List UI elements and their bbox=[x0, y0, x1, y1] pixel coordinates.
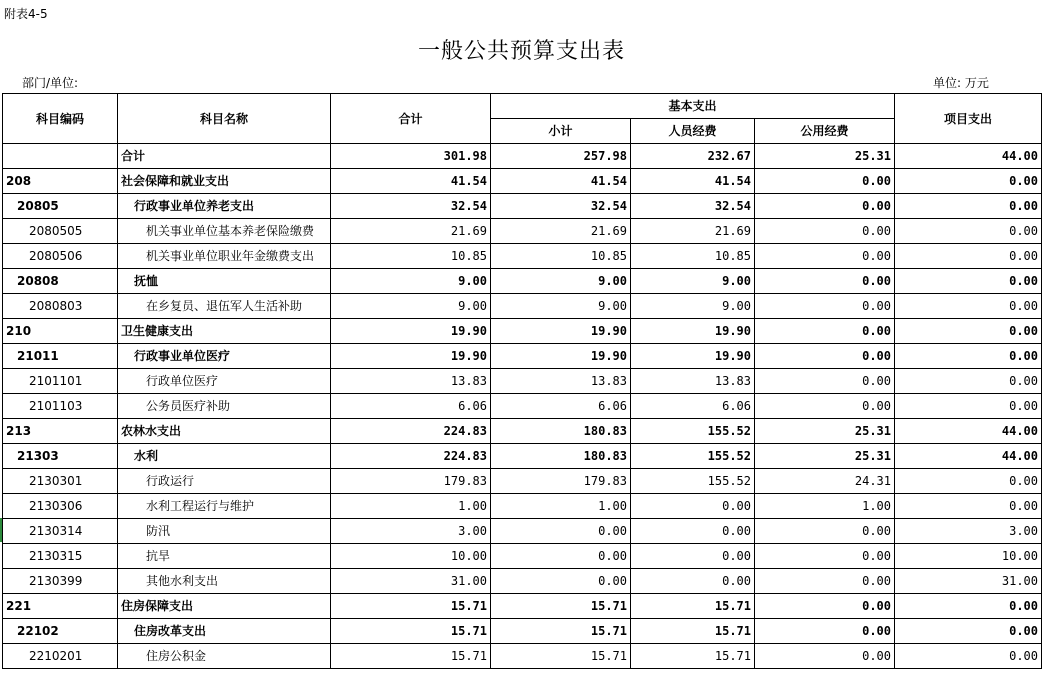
cell-subtotal: 180.83 bbox=[491, 444, 631, 469]
cell-personnel: 15.71 bbox=[631, 594, 755, 619]
cell-subtotal: 0.00 bbox=[491, 544, 631, 569]
header-code: 科目编码 bbox=[3, 94, 118, 144]
header-basic: 基本支出 bbox=[491, 94, 895, 119]
table-row bbox=[3, 419, 1042, 444]
cell-project: 0.00 bbox=[895, 369, 1042, 394]
cell-project: 0.00 bbox=[895, 169, 1042, 194]
cell-personnel: 0.00 bbox=[631, 494, 755, 519]
cell-personnel: 155.52 bbox=[631, 444, 755, 469]
table-row bbox=[3, 244, 1042, 269]
cell-personnel: 15.71 bbox=[631, 619, 755, 644]
cell-project: 0.00 bbox=[895, 319, 1042, 344]
cell-public: 24.31 bbox=[755, 469, 895, 494]
cell-subtotal: 257.98 bbox=[491, 144, 631, 169]
cell-personnel: 155.52 bbox=[631, 419, 755, 444]
cell-name: 行政事业单位养老支出 bbox=[118, 194, 331, 219]
cell-personnel: 15.71 bbox=[631, 644, 755, 669]
cell-name: 水利工程运行与维护 bbox=[118, 494, 331, 519]
cell-code: 2101103 bbox=[3, 394, 118, 419]
cell-name: 机关事业单位基本养老保险缴费 bbox=[118, 219, 331, 244]
cell-public: 0.00 bbox=[755, 544, 895, 569]
cell-name: 在乡复员、退伍军人生活补助 bbox=[118, 294, 331, 319]
cell-subtotal: 6.06 bbox=[491, 394, 631, 419]
cell-project: 0.00 bbox=[895, 344, 1042, 369]
cell-personnel: 9.00 bbox=[631, 294, 755, 319]
cell-total: 1.00 bbox=[331, 494, 491, 519]
cell-project: 0.00 bbox=[895, 244, 1042, 269]
budget-table bbox=[2, 93, 1042, 669]
cell-subtotal: 13.83 bbox=[491, 369, 631, 394]
cell-name: 水利 bbox=[118, 444, 331, 469]
cell-name: 其他水利支出 bbox=[118, 569, 331, 594]
dept-label: 部门/单位: bbox=[22, 76, 79, 90]
cell-project: 0.00 bbox=[895, 469, 1042, 494]
row-marker bbox=[0, 518, 2, 542]
cell-total: 9.00 bbox=[331, 294, 491, 319]
table-row bbox=[3, 594, 1042, 619]
cell-public: 25.31 bbox=[755, 444, 895, 469]
cell-project: 0.00 bbox=[895, 594, 1042, 619]
cell-personnel: 0.00 bbox=[631, 544, 755, 569]
cell-code: 208 bbox=[3, 169, 118, 194]
cell-subtotal: 21.69 bbox=[491, 219, 631, 244]
cell-name: 行政单位医疗 bbox=[118, 369, 331, 394]
cell-subtotal: 19.90 bbox=[491, 344, 631, 369]
cell-name: 农林水支出 bbox=[118, 419, 331, 444]
cell-total: 32.54 bbox=[331, 194, 491, 219]
cell-total: 41.54 bbox=[331, 169, 491, 194]
table-row bbox=[3, 319, 1042, 344]
table-row bbox=[3, 344, 1042, 369]
cell-public: 0.00 bbox=[755, 619, 895, 644]
cell-name: 公务员医疗补助 bbox=[118, 394, 331, 419]
table-row bbox=[3, 494, 1042, 519]
cell-personnel: 19.90 bbox=[631, 319, 755, 344]
cell-total: 13.83 bbox=[331, 369, 491, 394]
table-row bbox=[3, 619, 1042, 644]
cell-name: 合计 bbox=[118, 144, 331, 169]
table-row bbox=[3, 269, 1042, 294]
cell-total: 9.00 bbox=[331, 269, 491, 294]
table-row bbox=[3, 444, 1042, 469]
table-row bbox=[3, 394, 1042, 419]
cell-subtotal: 9.00 bbox=[491, 269, 631, 294]
cell-subtotal: 15.71 bbox=[491, 594, 631, 619]
cell-code: 21011 bbox=[3, 344, 118, 369]
cell-code bbox=[3, 144, 118, 169]
table-row bbox=[3, 369, 1042, 394]
cell-subtotal: 180.83 bbox=[491, 419, 631, 444]
cell-code: 221 bbox=[3, 594, 118, 619]
cell-code: 2080505 bbox=[3, 219, 118, 244]
cell-project: 3.00 bbox=[895, 519, 1042, 544]
cell-public: 0.00 bbox=[755, 644, 895, 669]
cell-public: 0.00 bbox=[755, 394, 895, 419]
cell-public: 0.00 bbox=[755, 219, 895, 244]
cell-project: 0.00 bbox=[895, 494, 1042, 519]
cell-code: 22102 bbox=[3, 619, 118, 644]
cell-project: 31.00 bbox=[895, 569, 1042, 594]
cell-personnel: 10.85 bbox=[631, 244, 755, 269]
table-row bbox=[3, 169, 1042, 194]
cell-personnel: 0.00 bbox=[631, 519, 755, 544]
cell-total: 224.83 bbox=[331, 419, 491, 444]
cell-name: 住房公积金 bbox=[118, 644, 331, 669]
cell-project: 0.00 bbox=[895, 269, 1042, 294]
cell-project: 10.00 bbox=[895, 544, 1042, 569]
cell-personnel: 9.00 bbox=[631, 269, 755, 294]
cell-name: 机关事业单位职业年金缴费支出 bbox=[118, 244, 331, 269]
cell-code: 2130315 bbox=[3, 544, 118, 569]
cell-code: 2130301 bbox=[3, 469, 118, 494]
cell-name: 抚恤 bbox=[118, 269, 331, 294]
cell-subtotal: 32.54 bbox=[491, 194, 631, 219]
cell-personnel: 6.06 bbox=[631, 394, 755, 419]
cell-public: 0.00 bbox=[755, 519, 895, 544]
cell-public: 0.00 bbox=[755, 319, 895, 344]
table-row bbox=[3, 219, 1042, 244]
cell-public: 0.00 bbox=[755, 244, 895, 269]
cell-project: 0.00 bbox=[895, 219, 1042, 244]
cell-code: 213 bbox=[3, 419, 118, 444]
cell-name: 防汛 bbox=[118, 519, 331, 544]
cell-public: 1.00 bbox=[755, 494, 895, 519]
cell-total: 19.90 bbox=[331, 319, 491, 344]
cell-subtotal: 9.00 bbox=[491, 294, 631, 319]
cell-code: 2101101 bbox=[3, 369, 118, 394]
cell-total: 6.06 bbox=[331, 394, 491, 419]
cell-name: 社会保障和就业支出 bbox=[118, 169, 331, 194]
cell-project: 44.00 bbox=[895, 144, 1042, 169]
cell-code: 2130399 bbox=[3, 569, 118, 594]
cell-project: 0.00 bbox=[895, 644, 1042, 669]
cell-personnel: 0.00 bbox=[631, 569, 755, 594]
cell-total: 31.00 bbox=[331, 569, 491, 594]
cell-code: 2210201 bbox=[3, 644, 118, 669]
cell-total: 21.69 bbox=[331, 219, 491, 244]
cell-total: 10.85 bbox=[331, 244, 491, 269]
cell-personnel: 13.83 bbox=[631, 369, 755, 394]
cell-total: 15.71 bbox=[331, 644, 491, 669]
cell-subtotal: 19.90 bbox=[491, 319, 631, 344]
cell-subtotal: 41.54 bbox=[491, 169, 631, 194]
table-row bbox=[3, 294, 1042, 319]
cell-public: 0.00 bbox=[755, 594, 895, 619]
table-row bbox=[3, 644, 1042, 669]
cell-personnel: 232.67 bbox=[631, 144, 755, 169]
cell-subtotal: 10.85 bbox=[491, 244, 631, 269]
table-body bbox=[3, 144, 1042, 669]
cell-project: 44.00 bbox=[895, 419, 1042, 444]
table-row bbox=[3, 469, 1042, 494]
cell-public: 25.31 bbox=[755, 144, 895, 169]
cell-public: 0.00 bbox=[755, 369, 895, 394]
cell-code: 21303 bbox=[3, 444, 118, 469]
cell-public: 0.00 bbox=[755, 194, 895, 219]
cell-subtotal: 1.00 bbox=[491, 494, 631, 519]
header-project: 项目支出 bbox=[895, 94, 1042, 144]
cell-code: 20805 bbox=[3, 194, 118, 219]
cell-project: 0.00 bbox=[895, 194, 1042, 219]
cell-code: 2080506 bbox=[3, 244, 118, 269]
table-row bbox=[3, 194, 1042, 219]
cell-name: 住房改革支出 bbox=[118, 619, 331, 644]
table-row bbox=[3, 519, 1042, 544]
cell-public: 25.31 bbox=[755, 419, 895, 444]
cell-total: 10.00 bbox=[331, 544, 491, 569]
cell-subtotal: 0.00 bbox=[491, 569, 631, 594]
cell-code: 210 bbox=[3, 319, 118, 344]
cell-total: 224.83 bbox=[331, 444, 491, 469]
cell-personnel: 19.90 bbox=[631, 344, 755, 369]
cell-code: 20808 bbox=[3, 269, 118, 294]
cell-public: 0.00 bbox=[755, 569, 895, 594]
cell-subtotal: 179.83 bbox=[491, 469, 631, 494]
cell-public: 0.00 bbox=[755, 169, 895, 194]
header-public: 公用经费 bbox=[755, 119, 895, 144]
cell-subtotal: 0.00 bbox=[491, 519, 631, 544]
header-personnel: 人员经费 bbox=[631, 119, 755, 144]
page-title: 一般公共预算支出表 bbox=[417, 39, 625, 64]
cell-name: 行政运行 bbox=[118, 469, 331, 494]
cell-total: 15.71 bbox=[331, 619, 491, 644]
cell-total: 301.98 bbox=[331, 144, 491, 169]
cell-personnel: 21.69 bbox=[631, 219, 755, 244]
cell-project: 0.00 bbox=[895, 619, 1042, 644]
cell-code: 2080803 bbox=[3, 294, 118, 319]
table-row bbox=[3, 569, 1042, 594]
cell-project: 0.00 bbox=[895, 294, 1042, 319]
cell-personnel: 41.54 bbox=[631, 169, 755, 194]
cell-total: 179.83 bbox=[331, 469, 491, 494]
cell-project: 0.00 bbox=[895, 394, 1042, 419]
cell-code: 2130314 bbox=[3, 519, 118, 544]
table-row bbox=[3, 144, 1042, 169]
cell-personnel: 32.54 bbox=[631, 194, 755, 219]
cell-total: 3.00 bbox=[331, 519, 491, 544]
cell-public: 0.00 bbox=[755, 344, 895, 369]
header-subtotal: 小计 bbox=[491, 119, 631, 144]
cell-name: 行政事业单位医疗 bbox=[118, 344, 331, 369]
cell-project: 44.00 bbox=[895, 444, 1042, 469]
cell-subtotal: 15.71 bbox=[491, 619, 631, 644]
cell-public: 0.00 bbox=[755, 294, 895, 319]
header-name: 科目名称 bbox=[118, 94, 331, 144]
cell-name: 抗旱 bbox=[118, 544, 331, 569]
annex-label: 附表4-5 bbox=[4, 7, 48, 21]
table-row bbox=[3, 544, 1042, 569]
cell-total: 19.90 bbox=[331, 344, 491, 369]
cell-name: 住房保障支出 bbox=[118, 594, 331, 619]
cell-public: 0.00 bbox=[755, 269, 895, 294]
cell-total: 15.71 bbox=[331, 594, 491, 619]
cell-subtotal: 15.71 bbox=[491, 644, 631, 669]
unit-label: 单位: 万元 bbox=[933, 76, 989, 90]
cell-personnel: 155.52 bbox=[631, 469, 755, 494]
header-total: 合计 bbox=[331, 94, 491, 144]
cell-name: 卫生健康支出 bbox=[118, 319, 331, 344]
cell-code: 2130306 bbox=[3, 494, 118, 519]
